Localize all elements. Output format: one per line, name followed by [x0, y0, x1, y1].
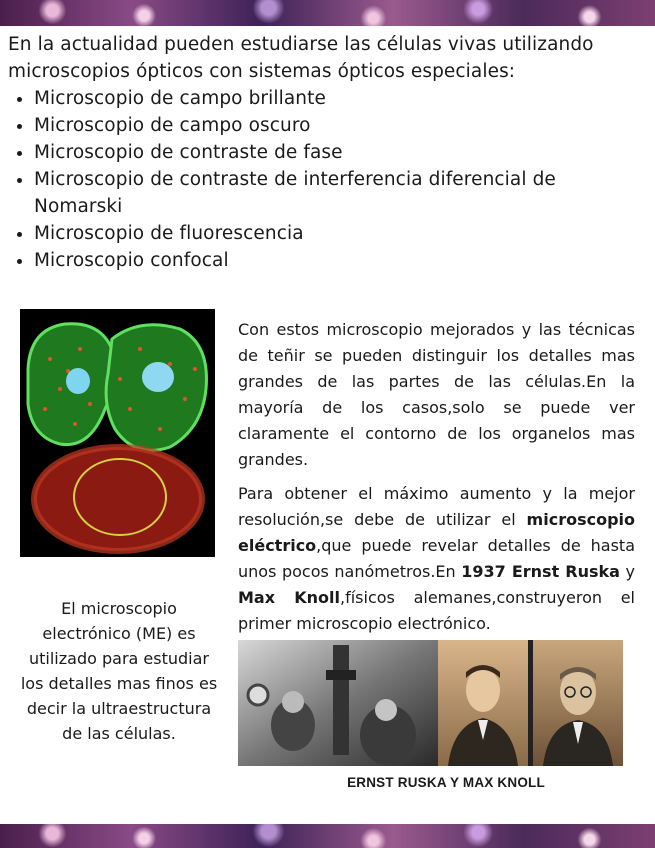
- paragraph-text: ,que puede revelar detalles de hasta unos pocos nanómetros.En: [238, 536, 635, 581]
- photo-caption: ERNST RUSKA Y MAX KNOLL: [347, 775, 545, 790]
- intro-section: [8, 31, 648, 274]
- paragraph-text: ,físicos alemanes,construyeron el primer microscopio electrónico.: [238, 588, 636, 633]
- fluorescence-cell-image: [20, 309, 215, 557]
- list-item: • Microscopio de contraste de fase: [34, 139, 648, 166]
- paragraph-text: y: [619, 562, 635, 581]
- emphasis-microscopio: microscopio eléctrico: [238, 510, 635, 555]
- intro-text: En la actualidad pueden estudiarse las células vivas utilizando microscopios ópticos con sistemas ópticos especiales:: [8, 34, 594, 82]
- list-item: • Microscopio de contraste de interferencia diferencial de Nomarski: [34, 166, 648, 220]
- emphasis-knoll: Max Knoll: [238, 588, 340, 607]
- list-item: • Microscopio de fluorescencia: [34, 220, 648, 247]
- list-item: • Microscopio de campo brillante: [34, 85, 648, 112]
- paragraph-text: Para obtener el máximo aumento y la mejor resolución,se debe de utilizar el: [238, 484, 635, 529]
- decorative-header-band: [0, 0, 655, 26]
- image-caption: El microscopio electrónico (ME) es utilizado para estudiar los detalles mas finos es decir la ultraestructura de las células.: [20, 599, 218, 743]
- ruska-knoll-photo: [238, 640, 623, 766]
- list-item: • Microscopio confocal: [34, 247, 648, 274]
- paragraph-improved-microscopes: Con estos microscopio mejorados y las técnicas de teñir se pueden distinguir los detalles mas grandes de las partes de las células.En la mayoría de los casos,solo se puede ver claramente el contorno de los organelos mas grandes.: [238, 320, 635, 469]
- decorative-footer-band: [0, 824, 655, 848]
- emphasis-ruska: 1937 Ernst Ruska: [461, 562, 620, 581]
- list-item: • Microscopio de campo oscuro: [34, 112, 648, 139]
- paragraph-electron-microscope: [238, 481, 635, 637]
- microscope-list: [8, 85, 648, 274]
